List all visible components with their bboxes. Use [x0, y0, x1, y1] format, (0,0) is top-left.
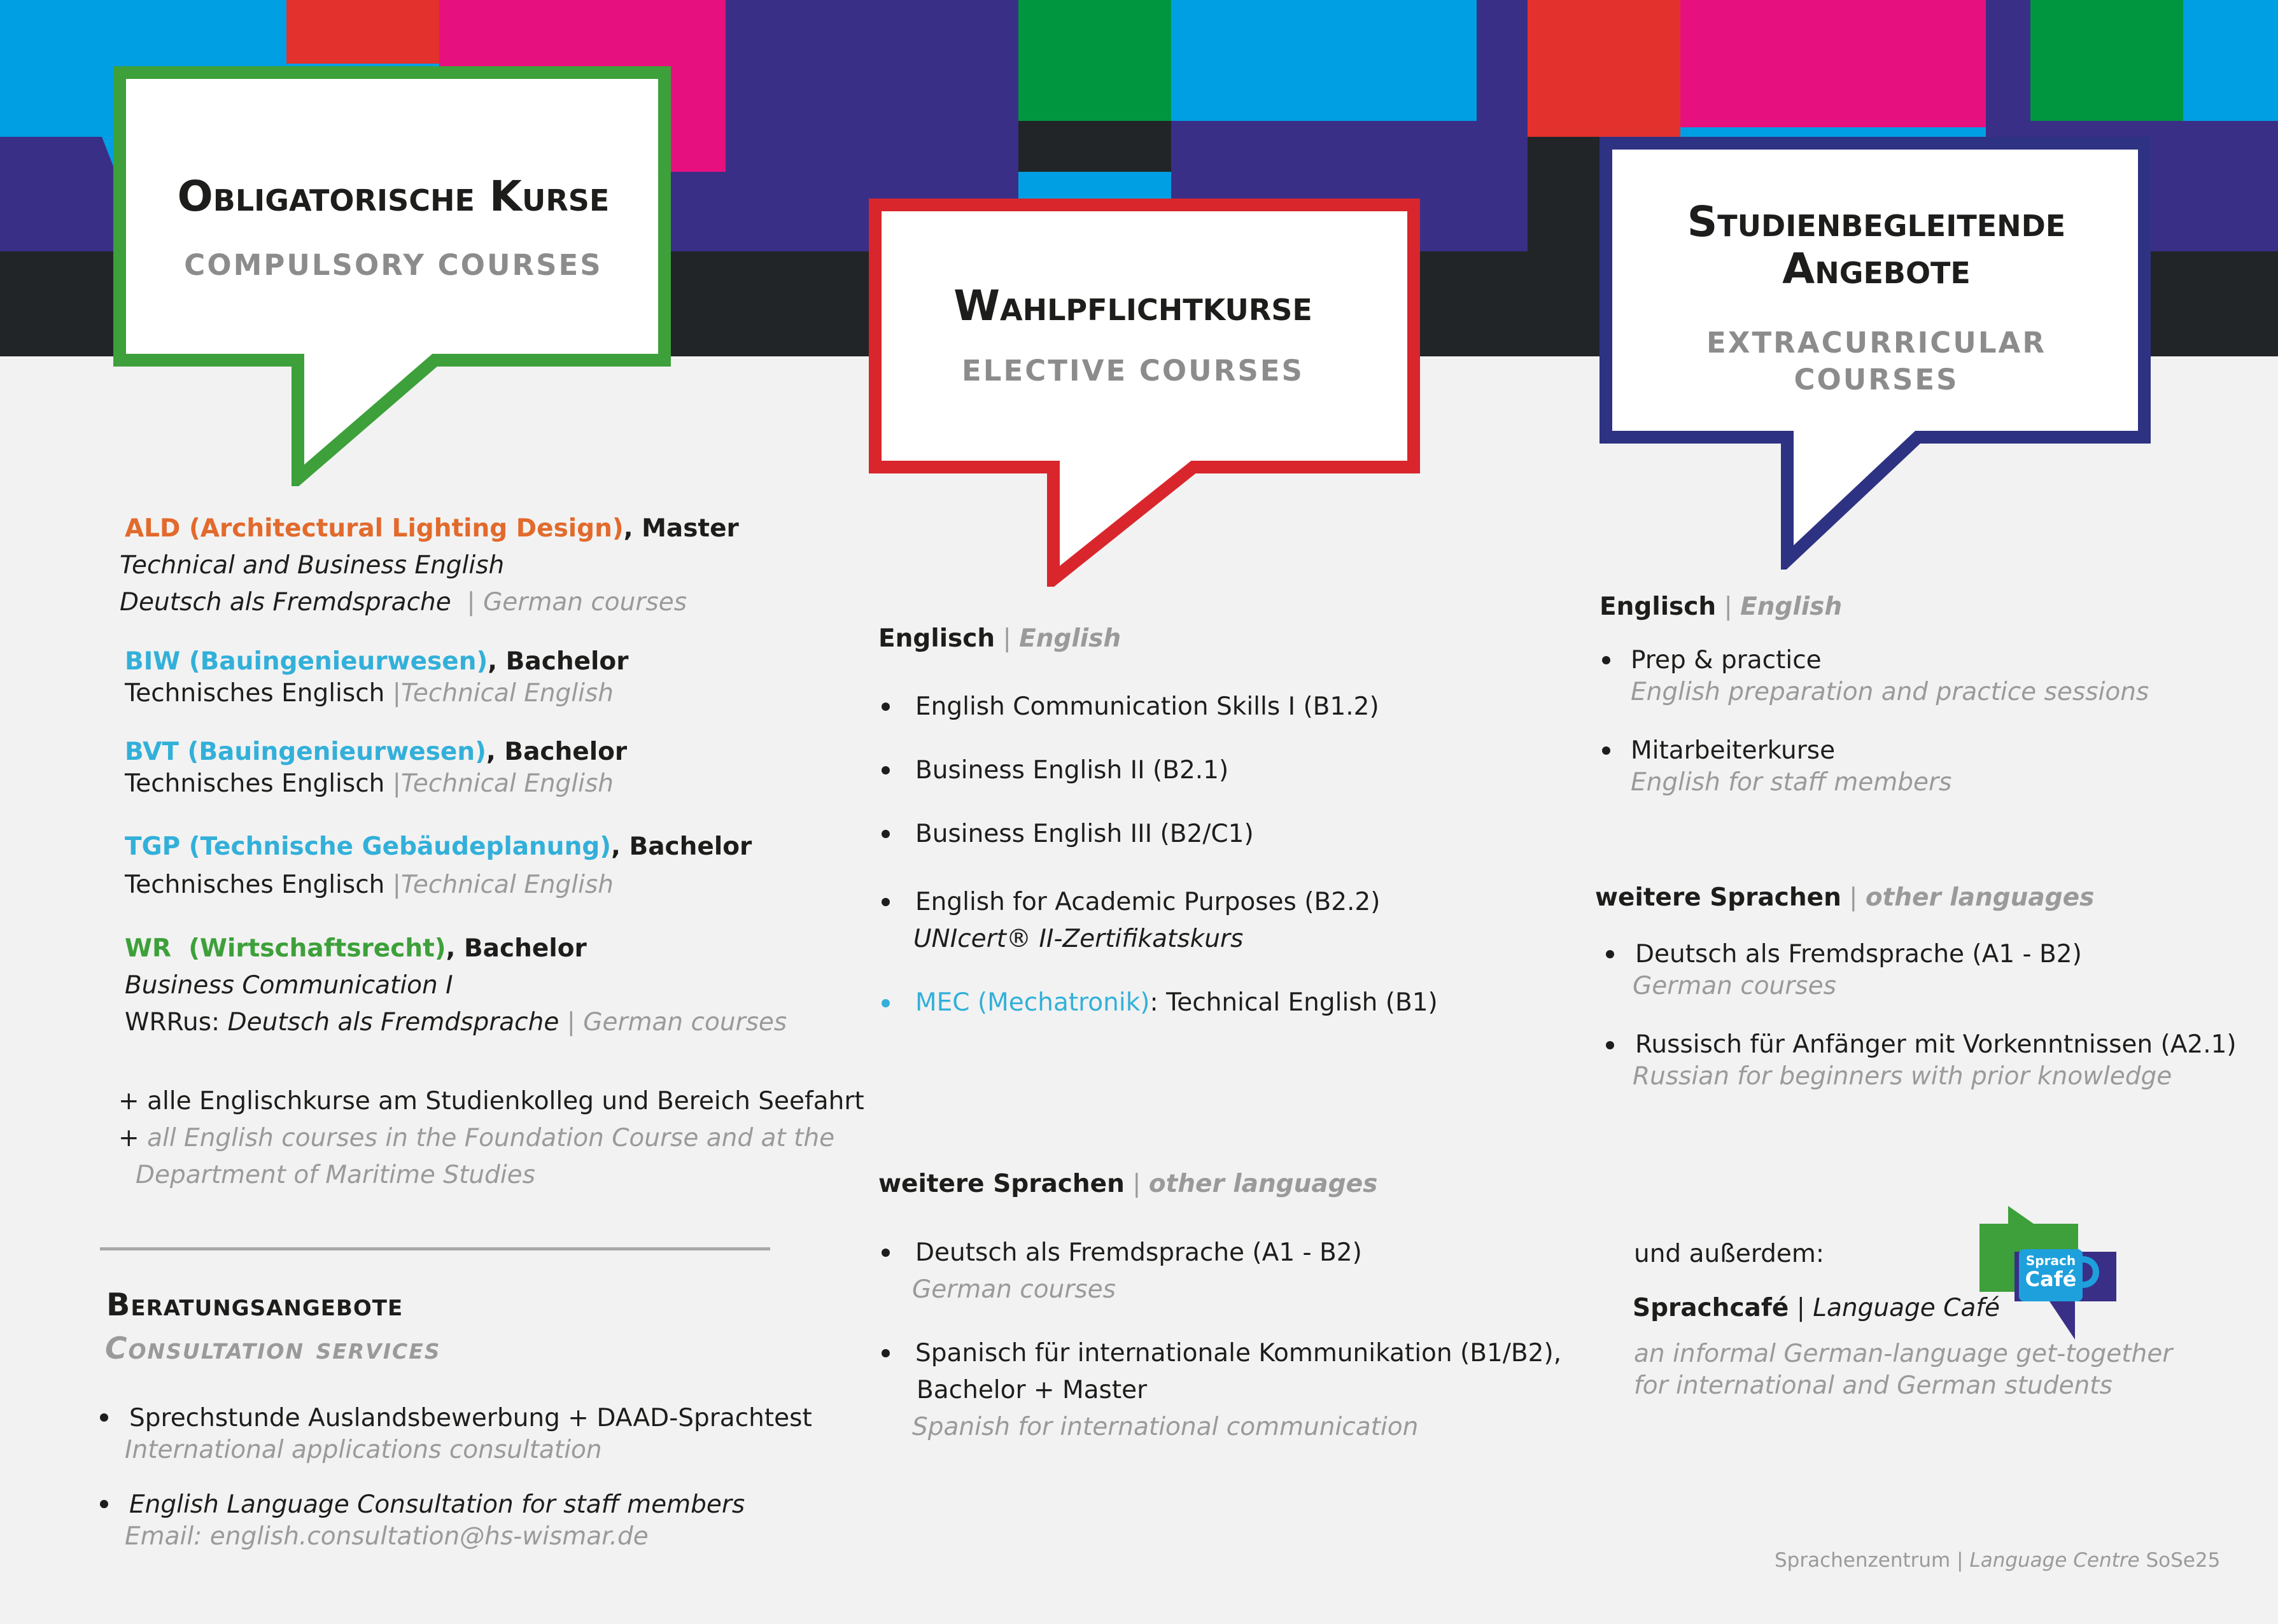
- extracurricular-title-line1: Studienbegleitende: [1687, 197, 2066, 246]
- program-tgp: [125, 832, 752, 861]
- bullet: [882, 766, 890, 774]
- extracurricular-subtitle-line1: EXTRACURRICULAR: [1706, 326, 2046, 360]
- course-line: WRRus: Deutsch als Fremdsprache | German courses: [125, 1008, 787, 1037]
- elective-course: English Communication Skills I (B1.2): [915, 692, 1379, 721]
- bullet: [882, 898, 890, 906]
- bullet: [100, 1500, 108, 1508]
- course-line: Technisches Englisch |Technical English: [125, 871, 614, 899]
- cafe-desc: an informal German-language get-together: [1634, 1340, 2173, 1368]
- footer-en: Language Centre: [1969, 1549, 2140, 1572]
- sprachcafe-logo: [1979, 1206, 2120, 1340]
- bullet: [882, 1349, 890, 1357]
- elective-subtitle: ELECTIVE COURSES: [962, 354, 1304, 388]
- extracurricular-title-line2: Angebote: [1782, 244, 1971, 293]
- elective-other-course: Deutsch als Fremdsprache (A1 - B2): [915, 1238, 1362, 1267]
- footer-term: SoSe25: [2146, 1549, 2221, 1572]
- program-name: TGP (Technische Gebäudeplanung): [125, 832, 612, 861]
- extra-english-item: Prep & practice: [1631, 646, 1822, 675]
- elective-course: Business English III (B2/C1): [915, 820, 1254, 848]
- extra-other-item: Deutsch als Fremdsprache (A1 - B2): [1635, 940, 2082, 969]
- cafe-desc: for international and German students: [1634, 1371, 2113, 1400]
- elective-course: English for Academic Purposes (B2.2): [915, 888, 1381, 916]
- extra-english-item: Mitarbeiterkurse: [1631, 736, 1836, 765]
- extra-other-heading: weitere Sprachen | other languages: [1595, 883, 2095, 912]
- program-degree: , Bachelor: [446, 934, 587, 963]
- plus-note-de: + alle Englischkurse am Studienkolleg und Bereich Seefahrt: [118, 1087, 864, 1116]
- extra-english-item-en: English preparation and practice sessions: [1631, 678, 2149, 706]
- course-line: Technisches Englisch |Technical English: [125, 769, 614, 798]
- compulsory-title: Obligatorische Kurse: [177, 172, 610, 221]
- extra-english-heading: Englisch | English: [1600, 592, 1843, 621]
- program-degree: , Bachelor: [488, 647, 629, 676]
- program-biw: [125, 647, 628, 676]
- bullet: [1606, 950, 1614, 958]
- elective-other-course-en: German courses: [912, 1275, 1116, 1304]
- bullet: [882, 1249, 890, 1257]
- program-degree: , Bachelor: [611, 832, 752, 861]
- also-label: und außerdem:: [1634, 1240, 1824, 1268]
- elective-other-heading: weitere Sprachen | other languages: [878, 1170, 1378, 1198]
- elective-title: Wahlpflichtkurse: [953, 281, 1312, 330]
- extra-english-item-en: English for staff members: [1631, 768, 1952, 797]
- logo-text-2: Café: [2025, 1267, 2077, 1291]
- elective-course: MEC (Mechatronik): Technical English (B1): [915, 988, 1438, 1017]
- course-line: Technical and Business English: [120, 551, 505, 580]
- program-name: ALD (Architectural Lighting Design): [125, 514, 624, 543]
- consultation-item: English Language Consultation for staff members: [129, 1490, 745, 1519]
- elective-course-note: UNIcert® II-Zertifikatskurs: [913, 925, 1244, 953]
- elective-course: Business English II (B2.1): [915, 756, 1229, 785]
- bullet: [1606, 1041, 1614, 1049]
- elective-other-course-cont: Bachelor + Master: [917, 1376, 1148, 1404]
- extra-other-item-en: Russian for beginners with prior knowledge: [1633, 1062, 2172, 1091]
- extra-other-item: Russisch für Anfänger mit Vorkenntnissen (A2.1): [1635, 1030, 2237, 1059]
- bullet: [1602, 656, 1610, 664]
- mec-link[interactable]: MEC (Mechatronik): [915, 988, 1150, 1017]
- plus-note-en-cont: Department of Maritime Studies: [136, 1161, 535, 1189]
- course-line: Technisches Englisch |Technical English: [125, 679, 614, 708]
- consultation-title: Beratungsangebote: [106, 1287, 404, 1323]
- logo-text-1: Sprach: [2025, 1253, 2076, 1268]
- plus-note-en: + all English courses in the Foundation Course and at the: [118, 1124, 835, 1152]
- footer: [1775, 1549, 2220, 1572]
- bullet: [882, 703, 890, 711]
- consultation-item: Sprechstunde Auslandsbewerbung + DAAD-Sprachtest: [129, 1404, 812, 1432]
- section-divider: [100, 1247, 770, 1250]
- program-degree: , Bachelor: [486, 738, 628, 766]
- footer-sep: |: [1957, 1549, 1964, 1572]
- program-bvt: [125, 738, 627, 766]
- program-name: WR (Wirtschaftsrecht): [125, 934, 446, 963]
- program-wr: [125, 934, 587, 963]
- compulsory-subtitle: COMPULSORY COURSES: [184, 248, 603, 282]
- consultation-email: Email: english.consultation@hs-wismar.de: [125, 1522, 649, 1551]
- footer-de: Sprachenzentrum: [1775, 1549, 1951, 1572]
- program-degree: , Master: [623, 514, 739, 543]
- bullet: [100, 1413, 108, 1422]
- elective-bubble: [869, 199, 1423, 587]
- course-line: Business Communication I: [125, 971, 453, 1000]
- program-ald: [125, 514, 739, 543]
- program-name: BIW (Bauingenieurwesen): [125, 647, 488, 676]
- bullet: [882, 830, 890, 838]
- elective-other-course: Spanisch für internationale Kommunikation (B1/B2),: [915, 1339, 1562, 1368]
- program-name: BVT (Bauingenieurwesen): [125, 738, 486, 766]
- bullet: [1602, 746, 1610, 755]
- bullet: [882, 999, 890, 1007]
- extra-other-item-en: German courses: [1633, 972, 1836, 1000]
- consultation-item-en: International applications consultation: [125, 1436, 602, 1464]
- elective-english-heading: Englisch | English: [878, 624, 1121, 653]
- elective-other-course-en: Spanish for international communication: [912, 1413, 1419, 1441]
- course-line: Deutsch als Fremdsprache | German courses: [120, 588, 687, 617]
- extracurricular-subtitle-line2: COURSES: [1794, 363, 1959, 396]
- consultation-subtitle: Consultation services: [105, 1331, 441, 1366]
- cafe-heading: Sprachcafé | Language Café: [1633, 1294, 2000, 1322]
